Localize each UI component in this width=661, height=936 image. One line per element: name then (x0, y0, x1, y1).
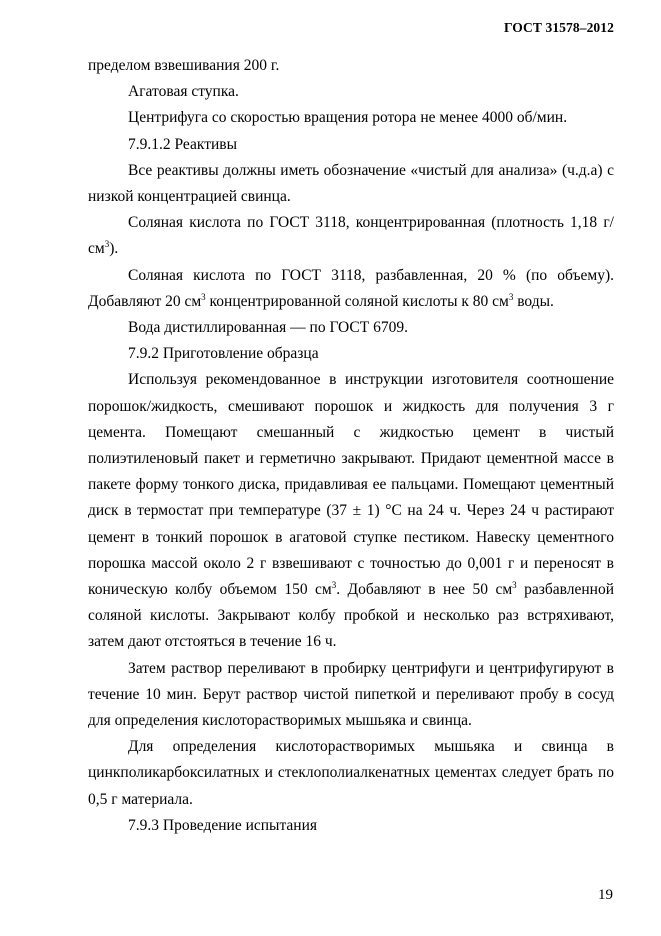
text-run: ). (109, 240, 119, 258)
paragraph (88, 53, 614, 79)
text-run: разбавленной соляной кислоты. Закрывают колбу пробкой и несколько раз встряхивают, затем дают отстояться в течение 16 ч. (88, 581, 614, 651)
text-run: Затем раствор переливают в пробирку центрифуги и центрифугируют в течение 10 мин. Берут раствор чистой пипеткой и переливают пробу в сосуд для определения кислоторастворимых мышьяка и свинца. (88, 659, 614, 730)
paragraph (88, 105, 614, 131)
superscript: 3 (331, 579, 337, 590)
text-run: 7.9.2 Приготовление образца (128, 345, 319, 363)
paragraph (88, 79, 614, 105)
document-header: ГОСТ 31578–2012 (503, 20, 614, 35)
paragraph (88, 263, 614, 315)
text-run: 7.9.1.2 Реактивы (128, 135, 237, 153)
text-run: Для определения кислоторастворимых мышьяка и свинца в цинкполикарбоксилатных и стеклополиалкенатных цементах следует брать по 0,5 г материала. (88, 738, 614, 808)
text-run: . Добавляют в нее 50 см (336, 581, 513, 599)
text-run: Используя рекомендованное в инструкции изготовителя соотношение порошок/жидкость, смешивают порошок и жидкость для получения 3 г цемента. Помещают смешанный с жидкостью цемент в чистый полиэтиленовый пакет и герметично закрывают. Придают цементной массе в пакете форму тонкого диска, придавливая ее пальцами. Помещают цементный диск в термостат при температуре (37 ± 1) °С на 24 ч. Через 24 ч растирают цемент в тонкий порошок в агатовой ступке пестиком. Навеску цементного порошка массой около 2 г взвешивают с точностью до 0,001 г и переносят в коническую колбу объемом 150 см (88, 371, 614, 599)
superscript: 3 (201, 291, 206, 302)
page-number: 19 (598, 887, 613, 903)
paragraph (88, 734, 614, 813)
text-run: пределом взвешивания 200 г. (88, 57, 280, 74)
text-run: Вода дистиллированная — по ГОСТ 6709. (128, 319, 408, 337)
paragraph (88, 341, 614, 367)
text-run: концентрированной соляной кислоты к 80 см (205, 292, 509, 310)
paragraph (88, 158, 614, 210)
text-run: Центрифуга со скоростью вращения ротора не менее 4000 об/мин. (128, 109, 568, 127)
paragraph (88, 315, 614, 341)
paragraph (88, 210, 614, 262)
superscript: 3 (508, 291, 514, 302)
paragraph (88, 132, 614, 158)
document-body (88, 53, 614, 839)
superscript: 3 (104, 239, 110, 250)
paragraph (88, 656, 614, 735)
text-run: Все реактивы должны иметь обозначение «чистый для анализа» (ч.д.а) с низкой концентрацией свинца. (88, 161, 614, 206)
text-run: 7.9.3 Проведение испытания (128, 816, 318, 834)
text-run: Соляная кислота по ГОСТ 3118, концентрированная (плотность 1,18 г/см (88, 214, 614, 258)
text-run: Агатовая ступка. (128, 83, 239, 101)
paragraph (88, 813, 614, 839)
superscript: 3 (512, 579, 517, 590)
text-run: Соляная кислота по ГОСТ 3118, разбавленная, 20 % (по объему). Добавляют 20 см (88, 266, 614, 310)
text-run: воды. (513, 292, 554, 310)
paragraph (88, 367, 614, 655)
